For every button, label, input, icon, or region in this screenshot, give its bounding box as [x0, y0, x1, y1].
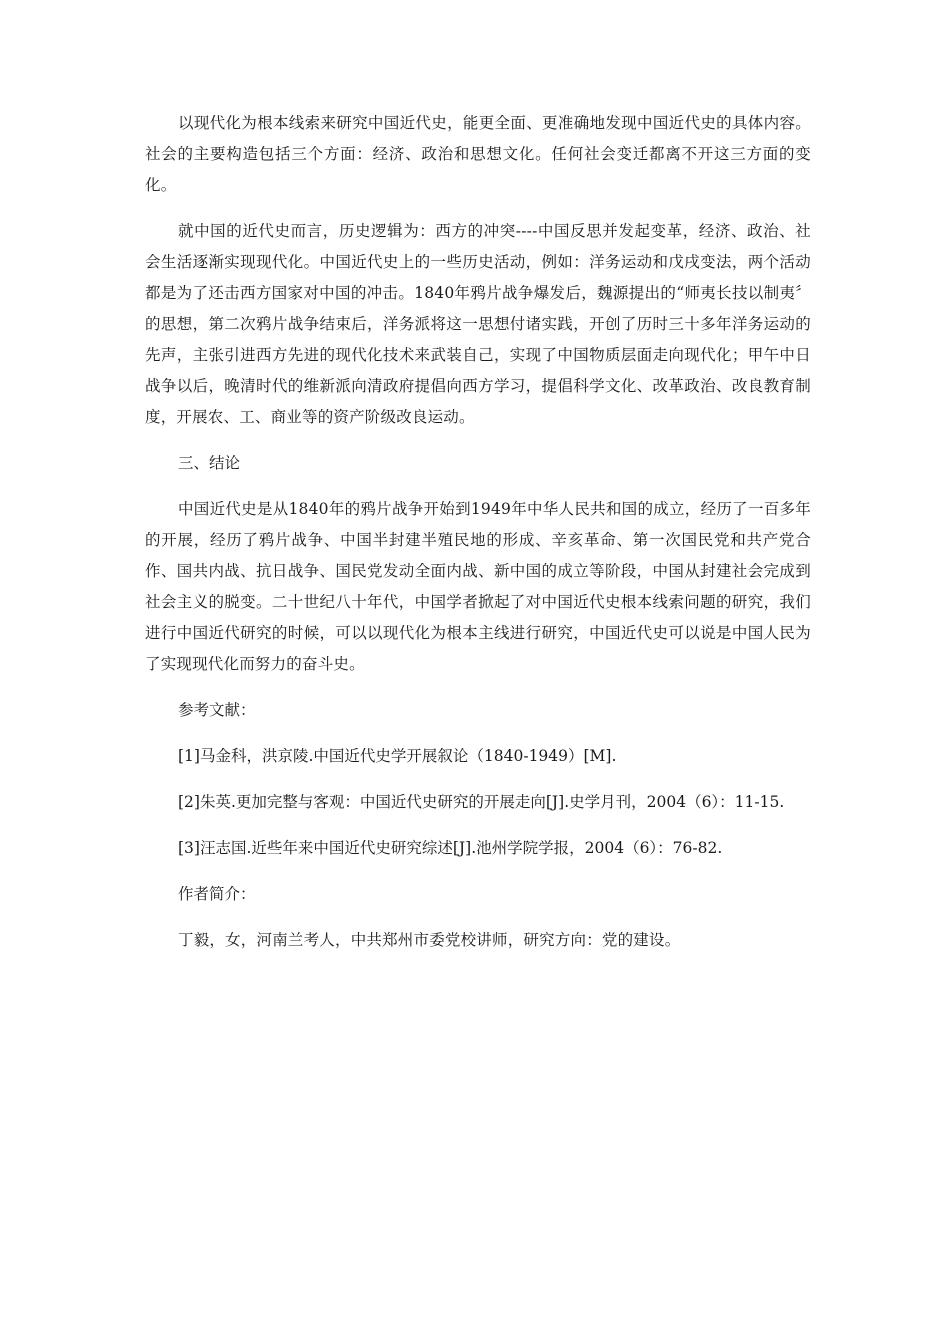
author-bio: 丁毅，女，河南兰考人，中共郑州市委党校讲师，研究方向：党的建设。	[178, 931, 681, 949]
reference-item-1: [1]马金科，洪京陵.中国近代史学开展叙论（1840-1949）[M].	[178, 747, 617, 765]
reference-item-2: [2]朱英.更加完整与客观：中国近代史研究的开展走向[J].史学月刊，2004（6）：11-15.	[178, 793, 785, 811]
author-heading: 作者简介：	[178, 885, 256, 903]
document-page	[145, 108, 811, 971]
body-paragraph-1: 以现代化为根本线索来研究中国近代史，能更全面、更准确地发现中国近代史的具体内容。社会的主要构造包括三个方面：经济、政治和思想文化。任何社会变迁都离不开这三方面的变化。	[145, 114, 811, 194]
conclusion-heading: 三、结论	[178, 454, 241, 472]
references-heading: 参考文献：	[178, 701, 256, 719]
conclusion-paragraph: 中国近代史是从1840年的鸦片战争开始到1949年中华人民共和国的成立，经历了一百多年的开展，经历了鸦片战争、中国半封建半殖民地的形成、辛亥革命、第一次国民党和共产党合作、国共内战、抗日战争、国民党发动全面内战、新中国的成立等阶段，中国从封建社会完成到社会主义的脱变。二十世纪八十年代，中国学者掀起了对中国近代史根本线索问题的研究，我们进行中国近代研究的时候，可以以现代化为根本主线进行研究，中国近代史可以说是中国人民为了实现现代化而努力的奋斗史。	[145, 500, 811, 673]
reference-item-3: [3]汪志国.近些年来中国近代史研究综述[J].池州学院学报，2004（6）：76-82.	[178, 839, 723, 857]
body-paragraph-2: 就中国的近代史而言，历史逻辑为：西方的冲突----中国反思并发起变革，经济、政治、社会生活逐渐实现现代化。中国近代史上的一些历史活动，例如：洋务运动和戊戌变法，两个活动都是为了还击西方国家对中国的冲击。1840年鸦片战争爆发后，魏源提出的“师夷长技以制夷〞的思想，第二次鸦片战争结束后，洋务派将这一思想付诸实践，开创了历时三十多年洋务运动的先声，主张引进西方先进的现代化技术来武装自己，实现了中国物质层面走向现代化；甲午中日战争以后，晚清时代的维新派向清政府提倡向西方学习，提倡科学文化、改革政治、改良教育制度，开展农、工、商业等的资产阶级改良运动。	[145, 222, 811, 426]
